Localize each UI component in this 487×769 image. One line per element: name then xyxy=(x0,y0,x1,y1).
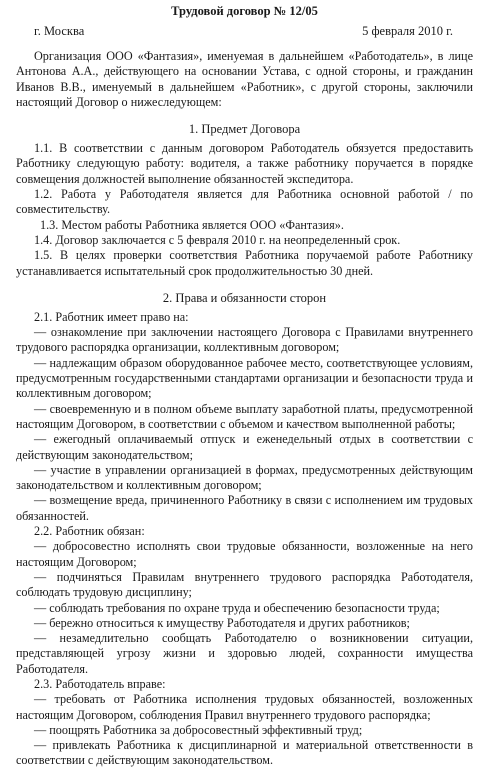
clause-1-4: 1.4. Договор заключается с 5 февраля 2010 г. на неопределенный срок. xyxy=(34,232,401,247)
list-item: — незамедлительно сообщать Работодателю о возникновении ситуации, представляющей угрозу жизни и здоровью людей, сохранности имущества Работодателя. xyxy=(16,631,473,676)
list-item: — своевременную и в полном объеме выплату заработной платы, предусмотренной настоящим Договором, в соответствии с объемом и качеством выполненной работы; xyxy=(16,401,473,431)
document-date: 5 февраля 2010 г. xyxy=(362,24,453,38)
section-1-heading: 1. Предмет Договора xyxy=(188,122,301,137)
clause-2-2-label: 2.2. Работник обязан: xyxy=(34,524,145,539)
list-item: — соблюдать требования по охране труда и обеспечению безопасности труда; xyxy=(34,600,440,615)
clause-1-2: 1.2. Работа у Работодателя является для Работника основной работой / по совместительству. xyxy=(16,187,473,217)
clause-2-3-label: 2.3. Работодатель вправе: xyxy=(34,676,166,691)
list-item: — поощрять Работника за добросовестный эффективный труд; xyxy=(34,722,363,737)
list-item: — надлежащим образом оборудованное рабочее место, соответствующее условиям, предусмотренным государственными стандартами организации и безопасности труда и коллективным договором; xyxy=(16,355,473,401)
clause-2-1-label: 2.1. Работник имеет право на: xyxy=(34,309,189,324)
preamble: Организация ООО «Фантазия», именуемая в дальнейшем «Работодатель», в лице Антонова А.А., действующего на основании Устава, с одной стороны, и гражданин Иванов В.В., именуемый в дальнейшем «Работник», с другой стороны, заключили настоящий Договор о нижеследующем: xyxy=(16,49,473,109)
list-item: — подчиняться Правилам внутреннего трудового распорядка Работодателя, соблюдать трудовую дисциплину; xyxy=(16,569,473,600)
clause-1-3: 1.3. Местом работы Работника является ООО «Фантазия». xyxy=(40,217,344,232)
clause-1-5: 1.5. В целях проверки соответствия Работника поручаемой работе Работнику устанавливается испытательный срок продолжительностью 30 дней. xyxy=(16,248,473,278)
list-item: — привлекать Работника к дисциплинарной и материальной ответственности в соответствии с действующим законодательством. xyxy=(16,738,473,768)
list-item: — участие в управлении организацией в формах, предусмотренных действующим законодательством и коллективным договором; xyxy=(16,462,473,493)
document-city: г. Москва xyxy=(34,24,85,38)
list-item: — ежегодный оплачиваемый отпуск и еженедельный отдых в соответствии с действующим законодательством; xyxy=(16,432,473,462)
clause-1-1: 1.1. В соответствии с данным договором Работодатель обязуется предоставить Работнику следующую работу: водителя, а также работнику поручается в порядке совмещения должностей выполнение обязанностей экспедитора. xyxy=(16,141,473,186)
document-title: Трудовой договор № 12/05 xyxy=(171,4,318,18)
list-item: — возмещение вреда, причиненного Работнику в связи с исполнением им трудовых обязанностей. xyxy=(16,493,473,523)
list-item: — добросовестно исполнять свои трудовые обязанности, возложенные на него настоящим Договором; xyxy=(16,539,473,569)
list-item: — бережно относиться к имуществу Работодателя и других работников; xyxy=(34,615,410,630)
section-2-heading: 2. Права и обязанности сторон xyxy=(162,290,327,305)
document-meta xyxy=(16,24,473,39)
list-item: — ознакомление при заключении настоящего Договора с Правилами внутреннего трудового распорядка организации, коллективным договором; xyxy=(16,325,473,355)
list-item: — требовать от Работника исполнения трудовых обязанностей, возложенных настоящим Договором, соблюдения Правил внутреннего трудового распорядка; xyxy=(16,692,473,722)
